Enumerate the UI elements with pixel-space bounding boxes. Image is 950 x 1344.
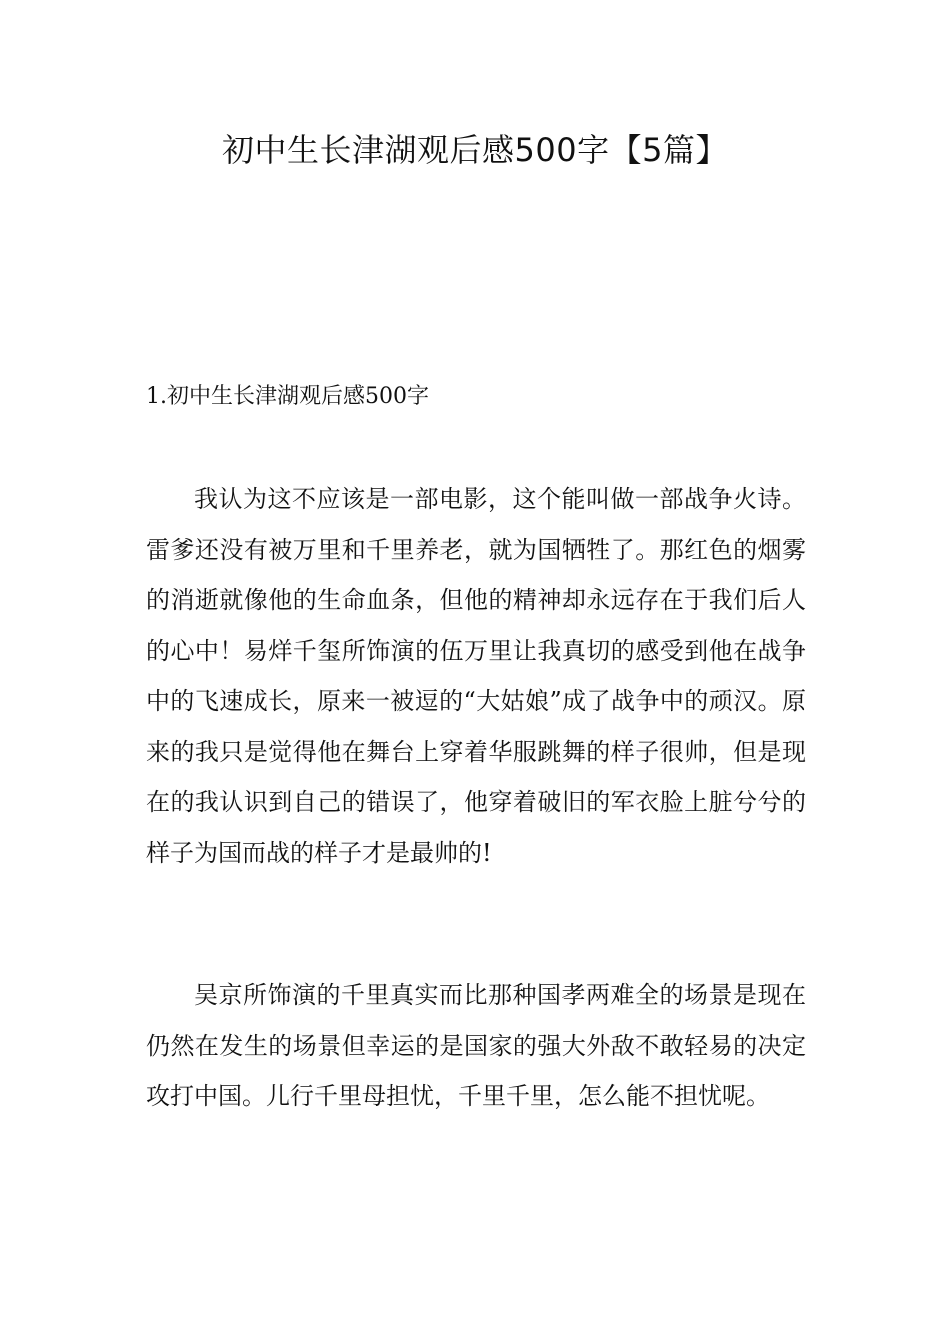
document-title: 初中生长津湖观后感500字【5篇】 (222, 131, 728, 169)
paragraph-2: 吴京所饰演的千里真实而比那种国孝两难全的场景是现在仍然在发生的场景但幸运的是国家的强大外敌不敢轻易的决定攻打中国。儿行千里母担忧，千里千里，怎么能不担忧呢。 (146, 981, 806, 1110)
paragraph-1: 我认为这不应该是一部电影，这个能叫做一部战争火诗。雷爹还没有被万里和千里养老，就为国牺牲了。那红色的烟雾的消逝就像他的生命血条，但他的精神却永远存在于我们后人的心中！易烊千玺所饰演的伍万里让我真切的感受到他在战争中的飞速成长，原来一被逗的“大姑娘”成了战争中的顽汉。原来的我只是觉得他在舞台上穿着华服跳舞的样子很帅，但是现在的我认识到自己的错误了，他穿着破旧的军衣脸上脏兮兮的样子为国而战的样子才是最帅的! (146, 485, 806, 867)
section-heading: 1.初中生长津湖观后感500字 (146, 384, 429, 409)
